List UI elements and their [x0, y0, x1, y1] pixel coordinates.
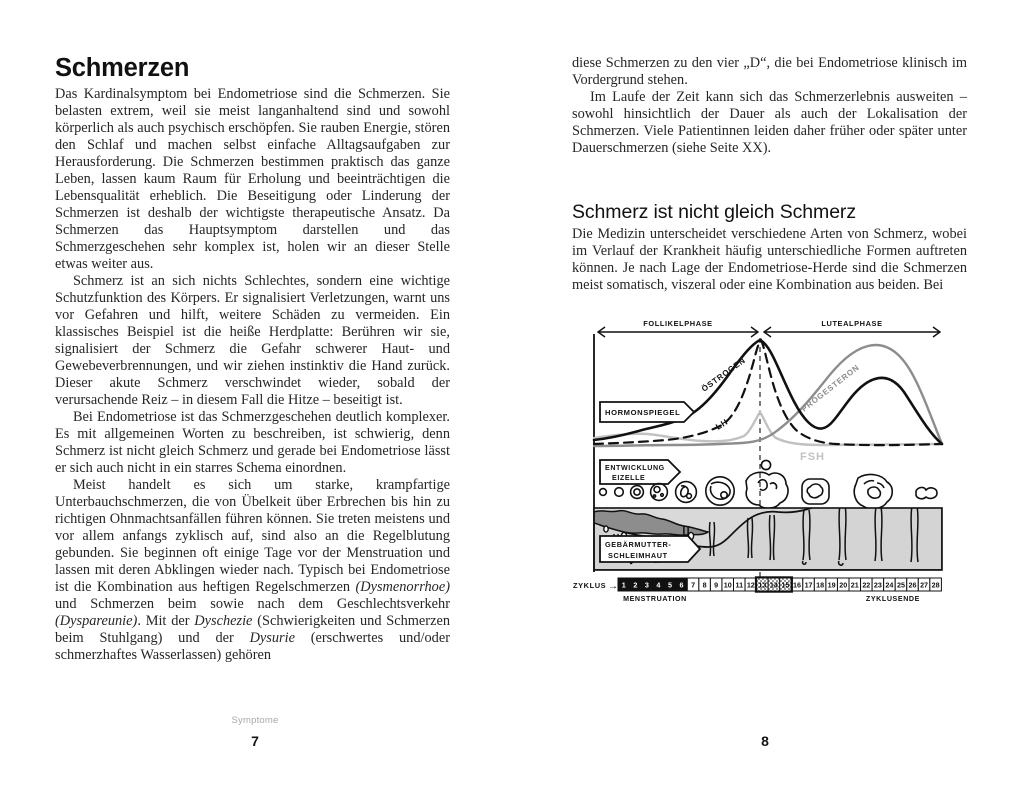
term-italic: Dyschezie	[194, 612, 253, 629]
cycle-day-track	[618, 578, 941, 592]
cycle-day-number: 7	[691, 581, 696, 591]
follicle-stage-6	[706, 477, 734, 505]
section-heading: Schmerz ist nicht gleich Schmerz	[572, 201, 856, 223]
banner-gebaermutterschleimhaut	[600, 536, 700, 562]
paragraph-with-italics	[55, 477, 450, 664]
cycle-day-number: 28	[931, 581, 940, 591]
right-column	[572, 55, 967, 610]
text-run: (Schwierigkeiten und Schmerzen beim Stuhlgang) und der	[55, 612, 450, 646]
cycle-axis-arrow-icon: →	[608, 581, 618, 593]
follicle-stage-ovulating	[746, 461, 788, 509]
paragraph: Im Laufe der Zeit kann sich das Schmerzerlebnis ausweiten – sowohl hinsichtlich der Dauer als auch der Lokalisation der Schmerzen. Viele Patientinnen leiden daher früher oder später unter Dauerschmerzen (siehe Seite XX).	[572, 89, 967, 156]
follicle-stage-2	[615, 488, 624, 497]
banner-hormonspiegel-label: HORMONSPIEGEL	[605, 408, 681, 418]
label-zyklusende: ZYKLUSENDE	[865, 595, 920, 604]
page-number: 8	[761, 733, 769, 749]
term-italic: (Dysmenorrhoe)	[355, 578, 450, 595]
cycle-day-number: 24	[885, 581, 894, 591]
banner-gebaermutter-label: GEBÄRMUTTER-	[605, 540, 672, 550]
cycle-diagram-svg	[572, 320, 967, 610]
cycle-day-number: 27	[920, 581, 929, 591]
banner-eizelle-label: EIZELLE	[612, 474, 646, 483]
label-lh: LH	[713, 416, 730, 433]
cycle-day-number: 23	[873, 581, 882, 591]
cycle-day-number: 2	[633, 581, 638, 591]
label-progesteron: PROGESTERON	[799, 363, 862, 414]
cycle-day-number: 1	[621, 581, 626, 591]
corpus-luteum-early	[802, 479, 829, 504]
cycle-day-number: 20	[839, 581, 848, 591]
page-footer-right	[510, 703, 1020, 793]
cycle-day-number: 22	[862, 581, 871, 591]
follicle-stage-3	[631, 486, 644, 499]
banner-entwicklung-eizelle	[600, 460, 680, 484]
label-follikelphase: FOLLIKELPHASE	[643, 320, 713, 329]
text-run: Meist handelt es sich um starke, krampfartige Unterbauchschmerzen, die von Übelkeit über Erbrechen bis hin zu richtigen Ohnmachtsanfällen führen können. Sie treten meistens und vor allem anfangs zyklisch auf, sind also an die Regelblutung gebunden. Sie beginnen oft einige Tage vor der Menstruation und lassen mit deren Abklingen wieder nach. Typisch bei Endometriose ist die Kombination aus heftigen Regelschmerzen	[55, 476, 450, 595]
cycle-day-number: 18	[816, 581, 825, 591]
paragraph: Bei Endometriose ist das Schmerzgeschehen deutlich komplexer. Es mit allgemeinen Worten zu beschreiben, ist schwierig, denn Schmerz ist nicht gleich Schmerz und gerade bei Endometriose lässt er sich auch nicht in ein starres Schema einordnen.	[55, 408, 450, 476]
text-run: (erschwertes und/oder schmerzhaftes Wasserlassen) gehören	[55, 629, 450, 663]
cycle-day-number: 6	[679, 581, 684, 591]
text-run: . Mit der	[137, 612, 195, 629]
cycle-day-number: 26	[908, 581, 917, 591]
paragraph: diese Schmerzen zu den vier „D“, die bei Endometriose klinisch im Vordergrund stehen.	[572, 55, 967, 88]
cycle-day-number: 5	[667, 581, 672, 591]
page-number: 7	[251, 733, 259, 749]
follicle-stage-1	[600, 489, 607, 496]
cycle-day-number: 10	[723, 581, 732, 591]
menstrual-cycle-figure	[572, 320, 967, 610]
cycle-day-number: 11	[735, 581, 744, 591]
cycle-day-number: 17	[804, 581, 813, 591]
cycle-day-number: 19	[827, 581, 836, 591]
running-head: Symptome	[231, 715, 279, 726]
left-column	[55, 55, 450, 664]
cycle-day-number: 4	[656, 581, 661, 591]
cycle-day-number: 3	[644, 581, 649, 591]
cycle-day-number: 8	[702, 581, 707, 591]
cycle-day-number: 14	[769, 581, 778, 591]
label-fsh: FSH	[800, 451, 825, 464]
page-footer-left	[0, 703, 510, 793]
cycle-axis-label: ZYKLUS	[573, 581, 607, 591]
section-spacer	[572, 157, 967, 201]
follicle-stage-5	[676, 482, 697, 503]
phase-arrows	[598, 327, 940, 337]
cycle-day-number: 15	[781, 581, 790, 591]
banner-schleimhaut-label: SCHLEIMHAUT	[608, 551, 668, 561]
paragraph: Schmerz ist an sich nichts Schlechtes, sondern eine wichtige Schutzfunktion des Körpers. Er signalisiert Verletzungen, warnt uns vor Gefahren und hilft, weitere Schäden zu vermeiden. Ein klassisches Beispiel ist die heiße Herdplatte: Berühren wir sie, signalisiert der Schmerz die Gefahr schwerer Haut- und Gewebeverbrennungen, und wir ziehen instinktiv die Hand zurück. Dieser akute Schmerz verschwindet wieder, sobald der verursachende Reiz – in diesem Fall die Hitze – beseitigt ist.	[55, 272, 450, 408]
cycle-day-number: 25	[896, 581, 905, 591]
paragraph: Die Medizin unterscheidet verschiedene Arten von Schmerz, wobei im Verlauf der Krankheit häufig unterschiedliche Formen auftreten können. Je nach Lage der Endometriose-Herde sind die Schmerzen meist somatisch, viszeral oder eine Kombination aus beiden. Bei	[572, 226, 967, 294]
term-italic: (Dyspareunie)	[55, 612, 138, 629]
banner-hormonspiegel	[600, 402, 694, 422]
page-title: Schmerzen	[55, 54, 190, 82]
label-lutealphase: LUTEALPHASE	[821, 320, 883, 329]
text-run: und Schmerzen beim sowie nach dem Geschlechtsverkehr	[55, 595, 450, 612]
follicle-stage-4	[651, 484, 668, 501]
cycle-day-number: 9	[714, 581, 719, 591]
cycle-day-number: 12	[746, 581, 755, 591]
cycle-day-number: 21	[850, 581, 859, 591]
cycle-day-number: 16	[793, 581, 802, 591]
term-italic: Dysurie	[249, 629, 295, 646]
label-oestrogen: ÖSTROGEN	[699, 356, 748, 395]
paragraph: Das Kardinalsymptom bei Endometriose sind die Schmerzen. Sie belasten extrem, weil sie meist langanhaltend sind und sowohl körperlich als auch psychisch erschöpfen. Sie rauben Energie, stören den Schlaf und machen selbst einfache Alltagsaufgaben zur Herausforderung. Die Schmerzen bestimmen praktisch das ganze Leben, lassen kaum Raum für Erholung und beeinträchtigen die Lebensqualität erheblich. Die Beseitigung oder Linderung der Schmerzen ist deshalb der wichtigste therapeutische Ansatz. Da Schmerzen das Hauptsymptom darstellen und das Schmerzgeschehen sehr komplex ist, holen wir an dieser Stelle etwas weiter aus.	[55, 85, 450, 272]
corpus-luteum-mature	[854, 475, 892, 509]
corpus-albicans	[916, 488, 937, 499]
page-right	[510, 0, 1020, 793]
banner-entwicklung-label: ENTWICKLUNG	[605, 464, 665, 473]
cycle-day-number: 13	[758, 581, 767, 591]
label-menstruation: MENSTRUATION	[623, 595, 687, 604]
